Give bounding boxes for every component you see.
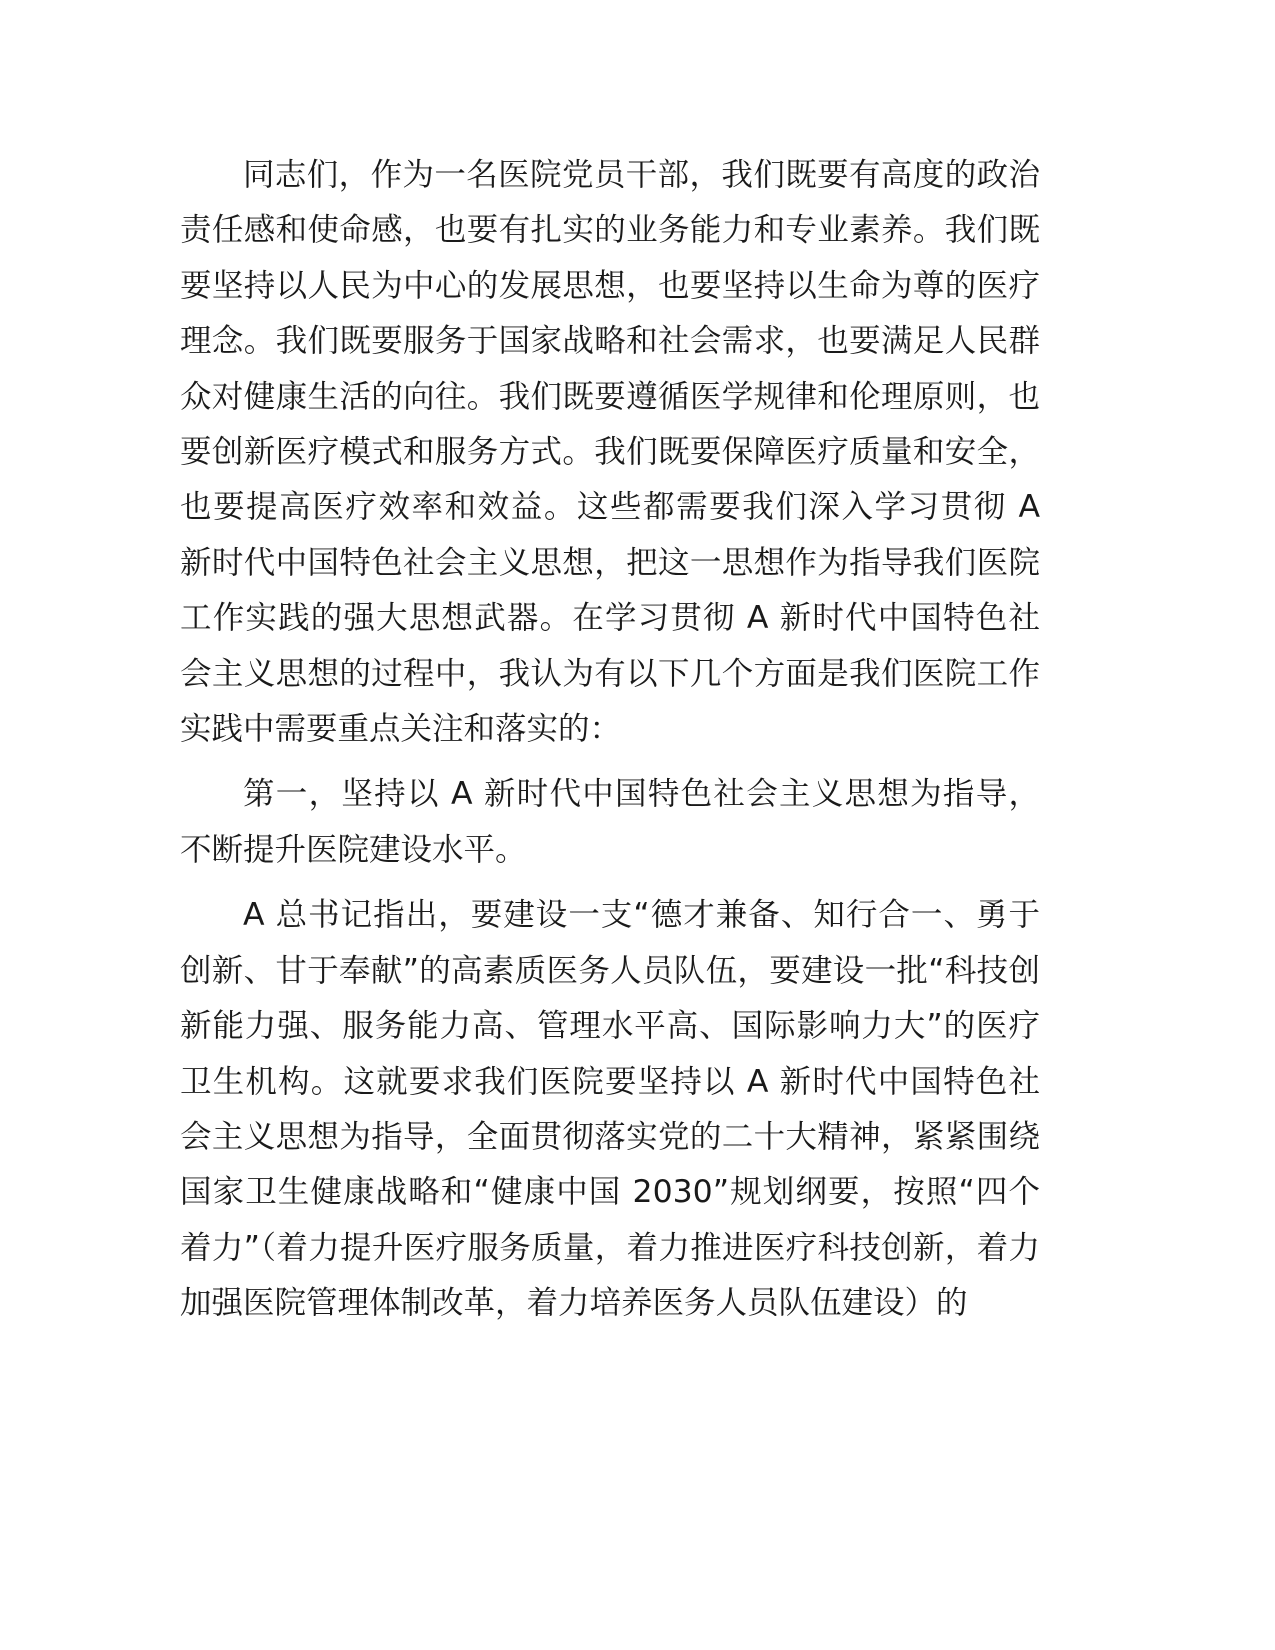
paragraph-intro: 同志们，作为一名医院党员干部，我们既要有高度的政治责任感和使命感，也要有扎实的业务能力和专业素养。我们既要坚持以人民为中心的发展思想，也要坚持以生命为尊的医疗理念。我们既要服务于国家战略和社会需求，也要满足人民群众对健康生活的向往。我们既要遵循医学规律和伦理原则，也要创新医疗模式和服务方式。我们既要保障医疗质量和安全，也要提高医疗效率和效益。这些都需要我们深入学习贯彻 A 新时代中国特色社会主义思想，把这一思想作为指导我们医院工作实践的强大思想武器。在学习贯彻 A 新时代中国特色社会主义思想的过程中，我认为有以下几个方面是我们医院工作实践中需要重点关注和落实的：	[180, 157, 1040, 748]
document-body	[180, 148, 1040, 1332]
paragraph-point-one-heading: 第一，坚持以 A 新时代中国特色社会主义思想为指导，不断提升医院建设水平。	[180, 776, 1040, 868]
paragraph-point-one-body: A 总书记指出，要建设一支“德才兼备、知行合一、勇于创新、甘于奉献”的高素质医务人员队伍，要建设一批“科技创新能力强、服务能力高、管理水平高、国际影响力大”的医疗卫生机构。这就要求我们医院要坚持以 A 新时代中国特色社会主义思想为指导，全面贯彻落实党的二十大精神，紧紧围绕国家卫生健康战略和“健康中国 2030”规划纲要，按照“四个着力”（着力提升医疗服务质量，着力推进医疗科技创新，着力加强医院管理体制改革，着力培养医务人员队伍建设）的	[180, 897, 1040, 1322]
